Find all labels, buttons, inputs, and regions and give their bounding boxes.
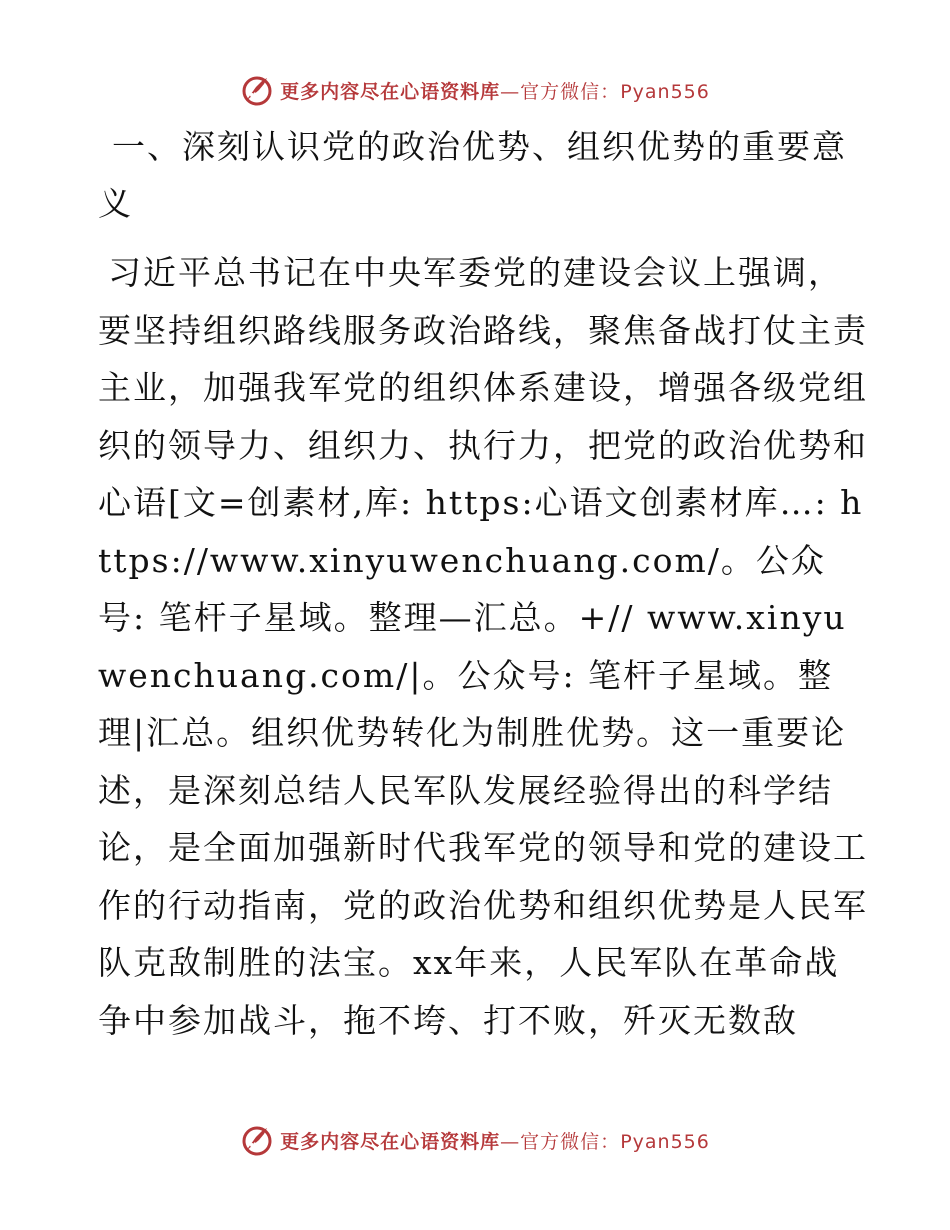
header-watermark-content — [240, 73, 710, 107]
footer-watermark-content — [240, 1123, 710, 1157]
footer-watermark-text — [280, 1127, 710, 1154]
header-watermark-text — [280, 77, 710, 104]
pen-nib-logo-icon — [240, 1123, 274, 1157]
document-body — [98, 118, 868, 1049]
watermark-wechat-id: Pyan556 — [620, 80, 710, 103]
watermark-wechat-label: 官方微信： — [520, 80, 621, 103]
watermark-main-text: 更多内容尽在心语资料库 — [280, 80, 501, 103]
watermark-separator: — — [500, 80, 521, 103]
watermark-separator: — — [500, 1130, 521, 1153]
watermark-wechat-id: Pyan556 — [620, 1130, 710, 1153]
section-heading: 一、深刻认识党的政治优势、组织优势的重要意义 — [98, 127, 847, 223]
footer-watermark — [0, 1120, 950, 1160]
watermark-main-text: 更多内容尽在心语资料库 — [280, 1130, 501, 1153]
pen-nib-logo-icon — [240, 73, 274, 107]
header-watermark — [0, 70, 950, 110]
watermark-wechat-label: 官方微信： — [520, 1130, 621, 1153]
body-paragraph: 习近平总书记在中央军委党的建设会议上强调，要坚持组织路线服务政治路线，聚焦备战打仗主责主业，加强我军党的组织体系建设，增强各级党组织的领导力、组织力、执行力，把党的政治优势和心语[文=创素材,库: https:心语文创素材库…: https://www.xinyuwenchuang.com/。公众号: 笔杆子星域。整理—汇总。+// www.xinyuwenchuang.com/|。公众号: 笔杆子星域。整理|汇总。组织优势转化为制胜优势。这一重要论述，是深刻总结人民军队发展经验得出的科学结论，是全面加强新时代我军党的领导和党的建设工作的行动指南，党的政治优势和组织优势是人民军队克敌制胜的法宝。xx年来，人民军队在革命战争中参加战斗，拖不垮、打不败，歼灭无数敌 — [98, 253, 868, 1040]
